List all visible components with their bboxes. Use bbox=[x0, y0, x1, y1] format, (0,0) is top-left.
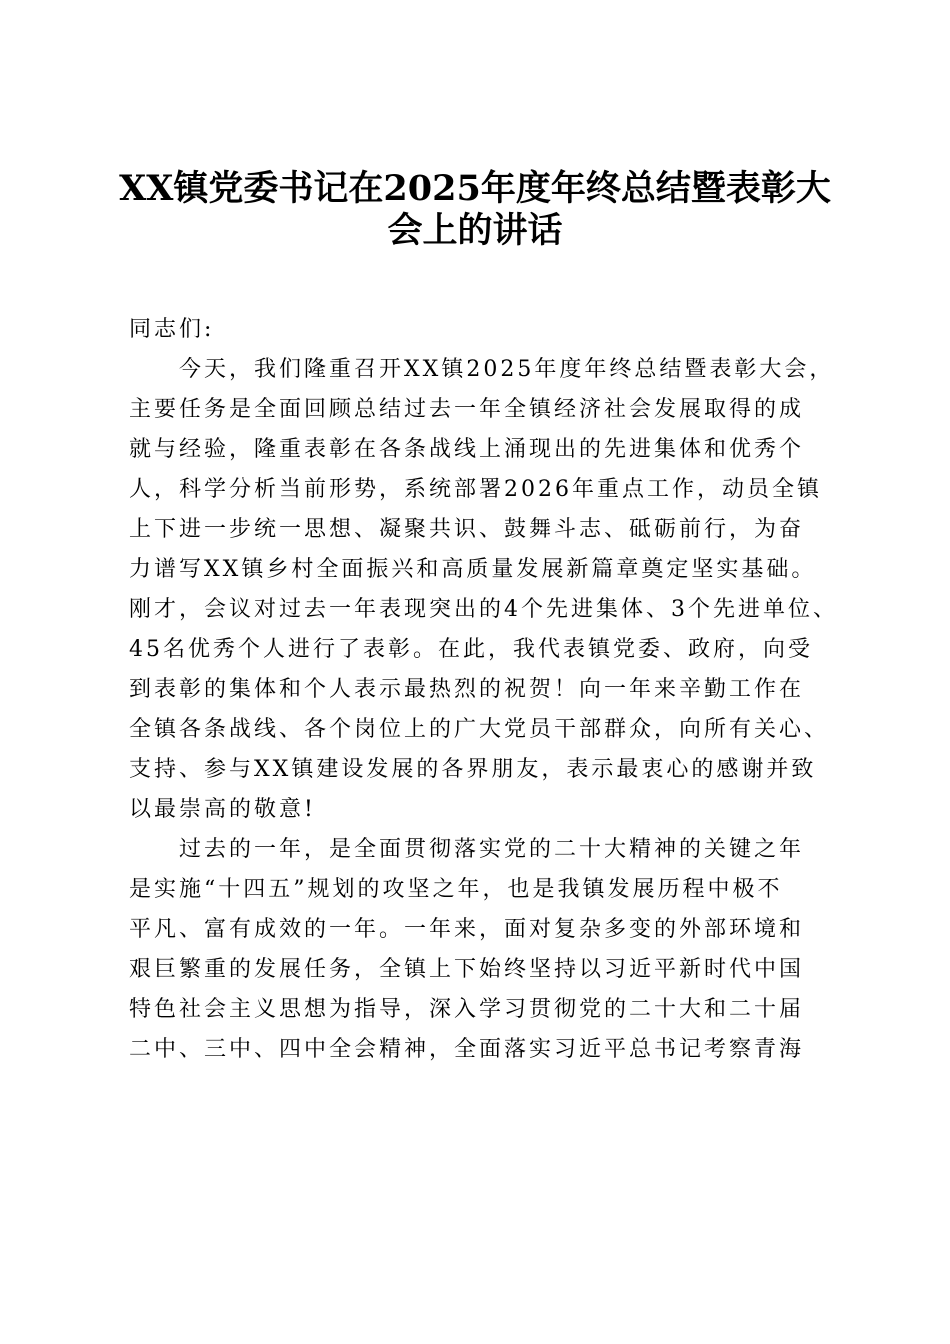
body-line: 平凡、富有成效的一年。一年来，面对复杂多变的外部环境和 bbox=[129, 917, 805, 942]
body-line: 二中、三中、四中全会精神，全面落实习近平总书记考察青海 bbox=[129, 1037, 805, 1062]
body-line: 以最崇高的敬意! bbox=[129, 797, 316, 822]
body-line: 是实施“十四五”规划的攻坚之年，也是我镇发展历程中极不 bbox=[129, 877, 783, 902]
salutation: 同志们: bbox=[129, 317, 215, 342]
body-line: 力谱写XX镇乡村全面振兴和高质量发展新篇章奠定坚实基础。 bbox=[129, 557, 817, 582]
body-line: 就与经验，隆重表彰在各条战线上涌现出的先进集体和优秀个 bbox=[129, 437, 805, 462]
body-line: 今天，我们隆重召开XX镇2025年度年终总结暨表彰大会， bbox=[129, 357, 835, 382]
body-line: 到表彰的集体和个人表示最热烈的祝贺！向一年来辛勤工作在 bbox=[129, 677, 805, 702]
body-line: 上下进一步统一思想、凝聚共识、鼓舞斗志、砥砺前行，为奋 bbox=[129, 517, 805, 542]
body-line: 过去的一年，是全面贯彻落实党的二十大精神的关键之年 bbox=[129, 837, 805, 862]
body-line: 主要任务是全面回顾总结过去一年全镇经济社会发展取得的成 bbox=[129, 397, 805, 422]
body-line: 全镇各条战线、各个岗位上的广大党员干部群众，向所有关心、 bbox=[129, 717, 830, 742]
body-line: 刚才，会议对过去一年表现突出的4个先进集体、3个先进单位、 bbox=[129, 597, 838, 622]
body-line: 支持、参与XX镇建设发展的各界朋友，表示最衷心的感谢并致 bbox=[129, 757, 817, 782]
title-line-2: 会上的讲话 bbox=[387, 210, 563, 251]
title-line-1: XX镇党委书记在2025年度年终总结暨表彰大 bbox=[119, 168, 831, 209]
body-line: 艰巨繁重的发展任务，全镇上下始终坚持以习近平新时代中国 bbox=[129, 957, 805, 982]
body-line: 人，科学分析当前形势，系统部署2026年重点工作，动员全镇 bbox=[129, 477, 822, 502]
body-line: 45名优秀个人进行了表彰。在此，我代表镇党委、政府，向受 bbox=[129, 637, 813, 662]
document-title bbox=[60, 168, 890, 252]
body-line: 特色社会主义思想为指导，深入学习贯彻党的二十大和二十届 bbox=[129, 997, 805, 1022]
document-body bbox=[129, 310, 838, 1070]
